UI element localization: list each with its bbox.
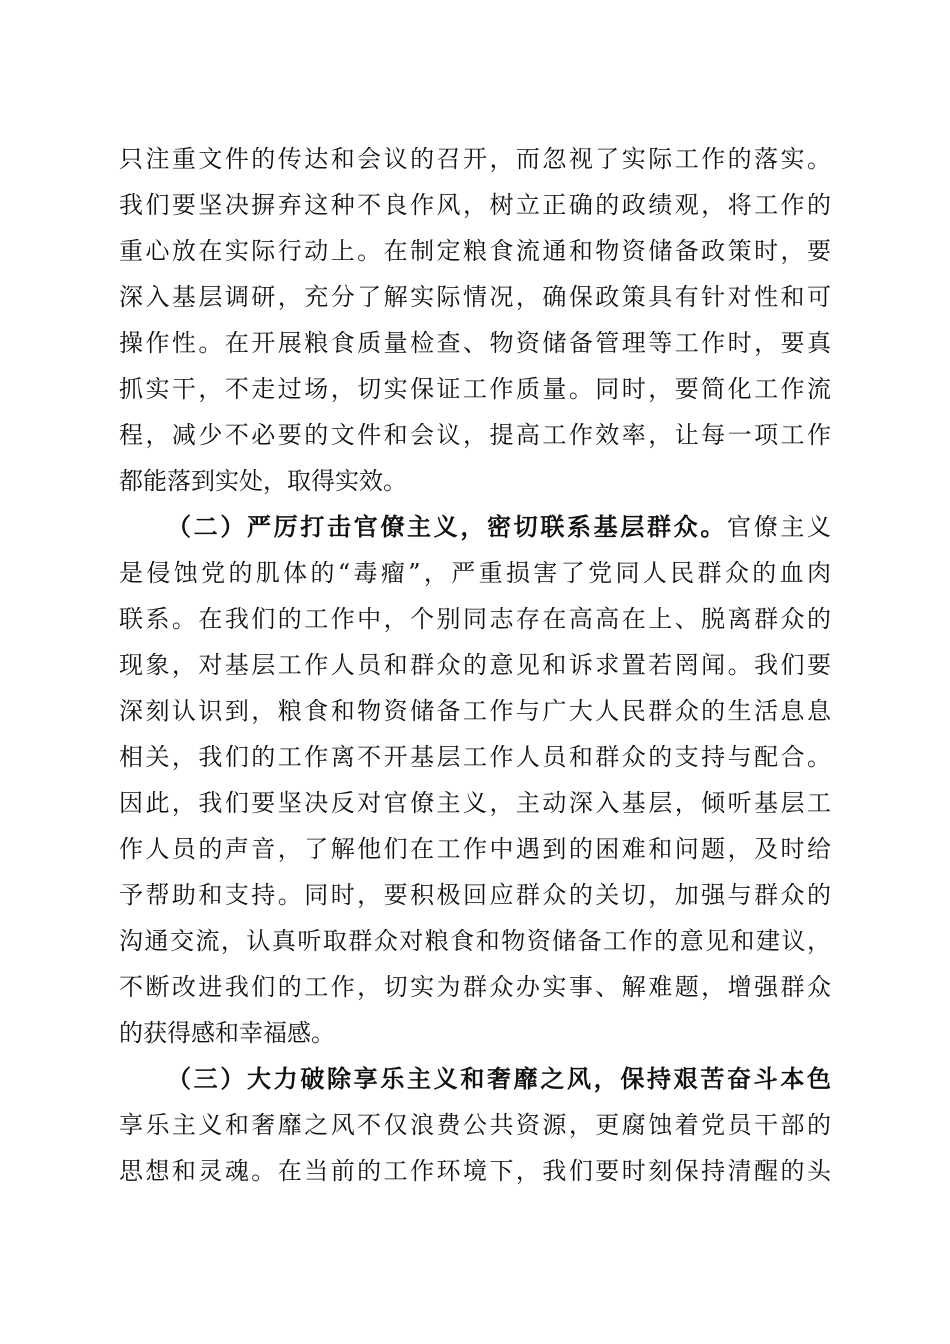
paragraph-2-line-12: 的获得感和幸福感。 (119, 1019, 335, 1047)
paragraph-2-line-2: 是侵蚀党的肌体的“毒瘤”，严重损害了党同人民群众的血肉 (119, 559, 831, 587)
paragraph-1-line-6: 抓实干，不走过场，切实保证工作质量。同时，要简化工作流 (119, 375, 831, 403)
paragraph-2-line-10: 沟通交流，认真听取群众对粮食和物资储备工作的意见和建议， (119, 927, 831, 955)
paragraph-1-line-1: 只注重文件的传达和会议的召开，而忽视了实际工作的落实。 (119, 145, 831, 173)
paragraph-1-line-3: 重心放在实际行动上。在制定粮食流通和物资储备政策时，要 (119, 237, 831, 265)
paragraph-2-first-line (167, 505, 831, 549)
paragraph-2-line-3: 联系。在我们的工作中，个别同志存在高高在上、脱离群众的 (119, 605, 831, 633)
paragraph-2-line-7: 因此，我们要坚决反对官僚主义，主动深入基层，倾听基层工 (119, 789, 831, 817)
paragraph-2-line-8: 作人员的声音，了解他们在工作中遇到的困难和问题，及时给 (119, 835, 831, 863)
paragraph-2-line-11: 不断改进我们的工作，切实为群众办实事、解难题，增强群众 (119, 973, 831, 1001)
paragraph-1-line-8: 都能落到实处，取得实效。 (119, 467, 407, 495)
paragraph-2-line-5: 深刻认识到，粮食和物资储备工作与广大人民群众的生活息息 (119, 697, 831, 725)
paragraph-2-line-4: 现象，对基层工作人员和群众的意见和诉求置若罔闻。我们要 (119, 651, 831, 679)
paragraph-1-line-2: 我们要坚决摒弃这种不良作风，树立正确的政绩观，将工作的 (119, 191, 831, 219)
section-heading-3: （三）大力破除享乐主义和奢靡之风，保持艰苦奋斗本色 (167, 1064, 831, 1093)
paragraph-2-line-6: 相关，我们的工作离不开基层工作人员和群众的支持与配合。 (119, 743, 831, 771)
paragraph-1-line-5: 操作性。在开展粮食质量检查、物资储备管理等工作时，要真 (119, 329, 831, 357)
paragraph-3-line-3: 思想和灵魂。在当前的工作环境下，我们要时刻保持清醒的头 (119, 1157, 831, 1185)
section-heading-2: （二）严厉打击官僚主义，密切联系基层群众。 (167, 512, 727, 541)
paragraph-3-line-2: 享乐主义和奢靡之风不仅浪费公共资源，更腐蚀着党员干部的 (119, 1111, 831, 1139)
paragraph-2-first-line-text: 官僚主义 (727, 513, 831, 541)
paragraph-1-line-4: 深入基层调研，充分了解实际情况，确保政策具有针对性和可 (119, 283, 831, 311)
paragraph-1-line-7: 程，减少不必要的文件和会议，提高工作效率，让每一项工作 (119, 421, 831, 449)
paragraph-2-line-9: 予帮助和支持。同时，要积极回应群众的关切，加强与群众的 (119, 881, 831, 909)
